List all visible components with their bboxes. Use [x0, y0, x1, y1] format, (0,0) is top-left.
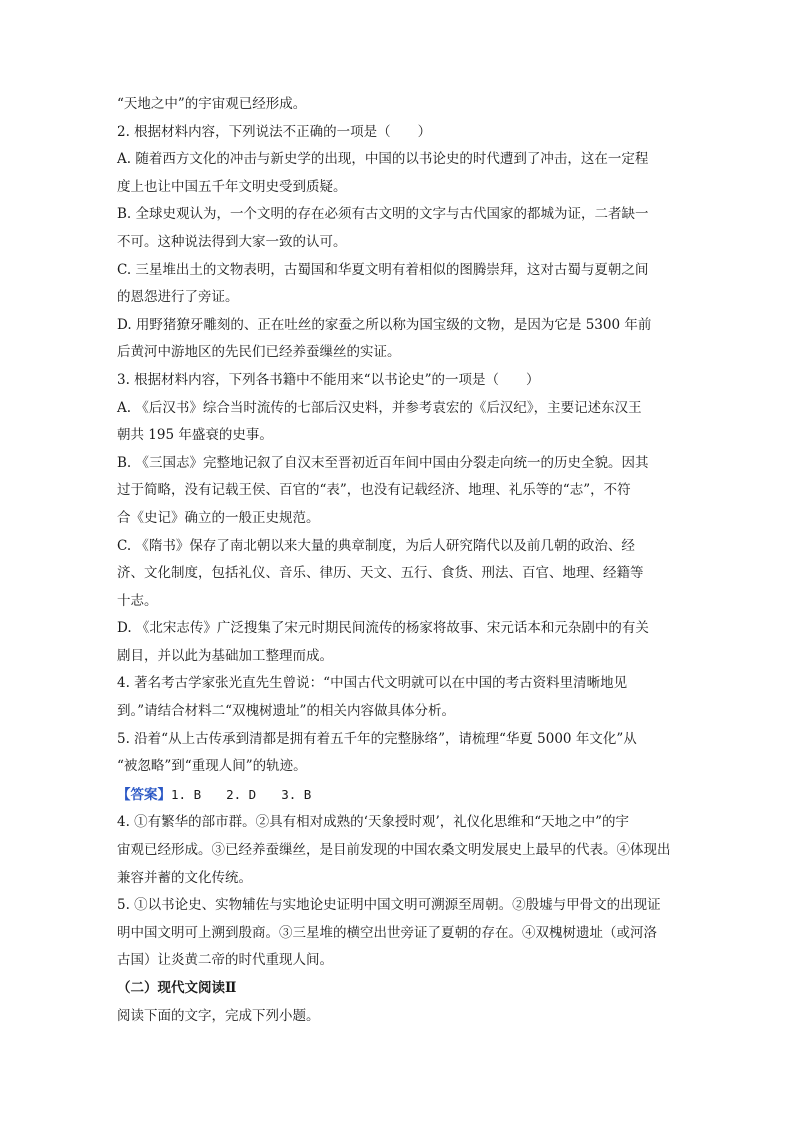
q3-option-c-line-2: 济、文化制度，包括礼仪、音乐、律历、天文、五行、食货、刑法、百官、地理、经籍等	[117, 565, 644, 582]
option-d-line-1: D. 用野猪獠牙雕刻的、正在吐丝的家蚕之所以称为国宝级的文物，是因为它是 5300 年前	[117, 316, 652, 333]
answer-4-line-3: 兼容并蓄的文化传统。	[117, 869, 252, 886]
option-c-line-2: 的恩怨进行了旁证。	[117, 289, 239, 306]
q3-option-c-line-3: 十志。	[117, 592, 158, 609]
text-line: “天地之中”的宇宙观已经形成。	[117, 96, 307, 112]
question-3: 3. 根据材料内容，下列各书籍中不能用来“以书论史”的一项是（ ）	[117, 371, 540, 388]
q3-option-a-line-2: 朝共 195 年盛衰的史事。	[117, 427, 273, 444]
answer-tag: 【答案】	[117, 786, 171, 803]
document-body	[117, 91, 677, 1030]
instruction-line: 阅读下面的文字，完成下列小题。	[117, 1007, 320, 1024]
answer-5-line-1: 5. ①以书论史、实物辅佐与实地论史证明中国文明可溯源至周朝。②殷墟与甲骨文的出现证	[117, 897, 661, 914]
option-b-line-2: 不可。这种说法得到大家一致的认可。	[117, 233, 347, 250]
question-5-line-1: 5. 沿着“从上古传承到清都是拥有着五千年的完整脉络”，请梳理“华夏 5000 年文化”从	[117, 730, 637, 747]
q3-option-b-line-2: 过于简略，没有记载王侯、百官的“表”，也没有记载经济、地理、礼乐等的“志”，不符	[117, 482, 631, 499]
question-4-line-1: 4. 著名考古学家张光直先生曾说：“中国古代文明就可以在中国的考古资料里清晰地见	[117, 675, 628, 692]
option-b-line-1: B. 全球史观认为，一个文明的存在必须有古文明的文字与古代国家的都城为证，二者缺一	[117, 206, 649, 223]
q3-option-b-line-3: 合《史记》确立的一般正史规范。	[117, 509, 320, 526]
option-d-line-2: 后黄河中游地区的先民们已经养蚕缫丝的实证。	[117, 344, 401, 361]
q3-option-a-line-1: A. 《后汉书》综合当时流传的七部后汉史料，并参考袁宏的《后汉纪》，主要记述东汉王	[117, 399, 642, 416]
option-a-line-1: A. 随着西方文化的冲击与新史学的出现，中国的以书论史的时代遭到了冲击，这在一定程	[117, 151, 649, 168]
q3-option-d-line-1: D. 《北宋志传》广泛搜集了宋元时期民间流传的杨家将故事、宋元话本和元杂剧中的有关	[117, 620, 649, 637]
answer-line	[117, 781, 677, 810]
q3-option-c-line-1: C. 《隋书》保存了南北朝以来大量的典章制度，为后人研究隋代以及前几朝的政治、经	[117, 537, 635, 554]
question-4-line-2: 到。”请结合材料二“双槐树遗址”的相关内容做具体分析。	[117, 703, 455, 720]
answer-5-line-2: 明中国文明可上溯到殷商。③三星堆的横空出世旁证了夏朝的存在。④双槐树遗址（或河洛	[117, 924, 657, 941]
q3-option-b-line-1: B. 《三国志》完整地记叙了自汉末至晋初近百年间中国由分裂走向统一的历史全貌。因其	[117, 454, 649, 471]
option-c-line-1: C. 三星堆出土的文物表明，古蜀国和华夏文明有着相似的图腾崇拜，这对古蜀与夏朝之间	[117, 261, 649, 278]
question-5-line-2: “被忽略”到“重现人间”的轨迹。	[117, 758, 307, 775]
option-a-line-2: 度上也让中国五千年文明史受到质疑。	[117, 178, 347, 195]
section-heading: （二）现代文阅读Ⅱ	[117, 980, 237, 996]
answer-5-line-3: 古国）让炎黄二帝的时代重现人间。	[117, 952, 333, 969]
answer-4-line-2: 宙观已经形成。③已经养蚕缫丝，是目前发现的中国农桑文明发展史上最早的代表。④体现出	[117, 842, 671, 859]
q3-option-d-line-2: 剧目，并以此为基础加工整理而成。	[117, 647, 333, 664]
answer-values: 1. B 2. D 3. B	[171, 786, 312, 802]
answer-4-line-1: 4. ①有繁华的部市群。②具有相对成熟的‘天象授时观’，礼仪化思维和“天地之中”的宇	[117, 814, 630, 831]
question-2: 2. 根据材料内容，下列说法不正确的一项是（ ）	[117, 123, 432, 140]
